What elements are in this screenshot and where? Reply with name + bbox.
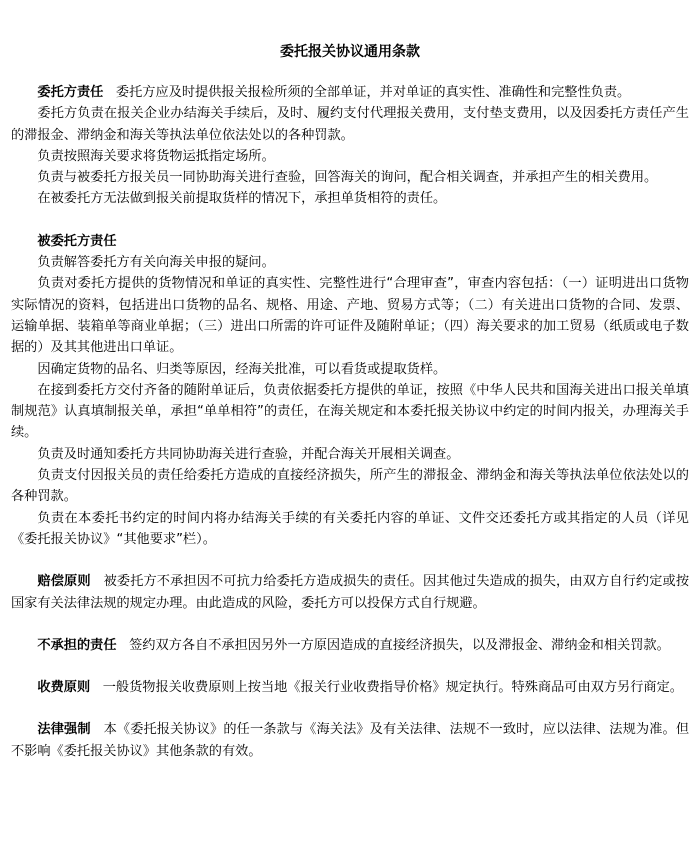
section-lead-paragraph (11, 635, 689, 656)
section-agent-responsibility (11, 231, 689, 550)
paragraph: 因确定货物的品名、归类等原因，经海关批准，可以看货或提取货样。 (37, 361, 447, 377)
paragraph: 负责及时通知委托方共同协助海关进行查验，并配合海关开展相关调查。 (37, 446, 460, 462)
section-lead-paragraph (11, 677, 689, 698)
section-fees (11, 677, 689, 698)
paragraph: 负责与被委托方报关员一同协助海关进行查验，回答海关的询问，配合相关调查，并承担产生的相关费用。 (37, 170, 658, 186)
paragraph: 负责支付因报关员的责任给委托方造成的直接经济损失，所产生的滞报金、滞纳金和海关等执法单位依法处以的各种罚款。 (11, 468, 689, 505)
section-compensation (11, 571, 689, 614)
document-title: 委托报关协议通用条款 (280, 44, 420, 60)
section-lead-text: 一般货物报关收费原则上按当地《报关行业收费指导价格》规定执行。特殊商品可由双方另行商定。 (102, 680, 683, 696)
section-heading: 不承担的责任 (37, 637, 117, 653)
section-heading: 被委托方责任 (37, 233, 117, 249)
paragraph: 在接到委托方交付齐备的随附单证后，负责依据委托方提供的单证，按照《中华人民共和国海关进出口报关单填制规范》认真填制报关单，承担“单单相符”的责任，在海关规定和本委托报关协议中约定的时间内报关，办理海关手续。 (11, 382, 689, 441)
section-client-responsibility (11, 82, 689, 210)
section-lead-paragraph (11, 719, 689, 762)
section-lead-text: 签约双方各自不承担因另外一方原因造成的直接经济损失，以及滞报金、滞纳金和相关罚款。 (129, 637, 670, 653)
paragraph: 在被委托方无法做到报关前提取货样的情况下，承担单货相符的责任。 (37, 191, 447, 207)
section-lead-text: 被委托方不承担因不可抗力给委托方造成损失的责任。因其他过失造成的损失，由双方自行约定或按国家有关法律法规的规定办理。由此造成的风险，委托方可以投保方式自行规避。 (11, 574, 690, 611)
paragraph: 负责对委托方提供的货物情况和单证的真实性、完整性进行“合理审查”，审查内容包括：（一）证明进出口货物实际情况的资料，包括进出口货物的品名、规格、用途、产地、贸易方式等；（二）有关进出口货物的合同、发票、运输单据、装箱单等商业单据；（三）进出口所需的许可证件及随附单证；（四）海关要求的加工贸易（纸质或电子数据的）及其其他进出口单证。 (11, 276, 689, 356)
section-lead-paragraph (11, 82, 689, 103)
paragraph: 负责按照海关要求将货物运抵指定场所。 (37, 148, 275, 164)
paragraph: 负责解答委托方有关向海关申报的疑问。 (37, 255, 275, 271)
section-lead-text: 本《委托报关协议》的任一条款与《海关法》及有关法律、法规不一致时，应以法律、法规为准。但不影响《委托报关协议》其他条款的有效。 (11, 722, 690, 759)
paragraph: 委托方负责在报关企业办结海关手续后，及时、履约支付代理报关费用，支付垫支费用，以及因委托方责任产生的滞报金、滞纳金和海关等执法单位依法处以的各种罚款。 (11, 106, 689, 143)
section-lead-paragraph (11, 571, 689, 614)
section-heading: 委托方责任 (37, 85, 104, 100)
section-heading: 法律强制 (37, 722, 91, 738)
section-legal (11, 719, 689, 762)
section-lead-text: 委托方应及时提供报关报检所须的全部单证，并对单证的真实性、准确性和完整性负责。 (115, 85, 631, 100)
paragraph: 负责在本委托书约定的时间内将办结海关手续的有关委托内容的单证、文件交还委托方或其指定的人员（详见《委托报关协议》“其他要求”栏）。 (11, 510, 689, 547)
section-exemption (11, 635, 689, 656)
section-heading: 赔偿原则 (37, 574, 91, 590)
section-heading: 收费原则 (37, 680, 91, 696)
